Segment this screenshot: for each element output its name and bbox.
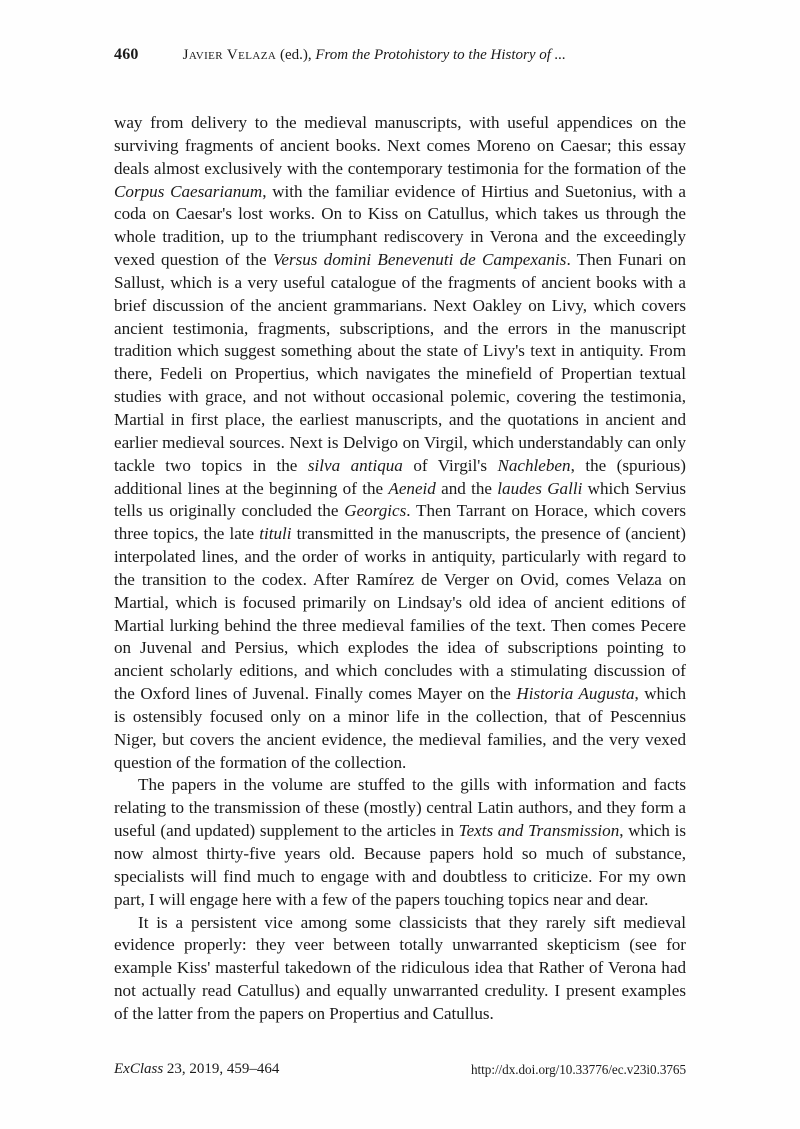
text-run: , which is ostensibly focused only on a minor life in the collection, that of Pescennius Niger, but covers the ancient evidence, the medieval families, and the very vexed question of the formation of the collection. xyxy=(114,684,686,772)
text-run: The papers in the volume are stuffed to the gills with information and facts relating to the transmission of these (mostly) central Latin authors, and they form a useful (and updated) supplement to the articles in xyxy=(114,775,686,841)
text-run: which Servius tells us originally concluded the xyxy=(114,478,686,521)
page-footer xyxy=(114,1058,686,1082)
paragraph-survey-of-essays xyxy=(114,112,686,774)
italic-run: Corpus Caesarianum xyxy=(114,181,263,201)
text-run: of Virgil's xyxy=(402,455,498,475)
running-head xyxy=(114,44,686,66)
footer-citation xyxy=(114,1058,279,1080)
doi-link[interactable]: http://dx.doi.org/10.33776/ec.v23i0.3765 xyxy=(471,1062,686,1077)
text-run: and the xyxy=(435,478,498,498)
italic-run: Historia Augusta xyxy=(516,684,635,704)
italic-run: Nachleben xyxy=(497,455,571,475)
journal-name: ExClass xyxy=(114,1061,164,1077)
running-head-editor: Javier Velaza xyxy=(182,47,277,63)
text-run: , which is now almost thirty-five years old. Because papers hold so much of substance, specialists will find much to engage with and doubtless to criticize. For my own part, I will engage here with a few of the papers touching topics near and dear. xyxy=(114,821,686,909)
italic-run: Texts and Transmission xyxy=(458,821,620,841)
running-head-editor-role: (ed.), xyxy=(276,47,316,63)
text-run: , with the familiar evidence of Hirtius and Suetonius, with a coda on Caesar's lost works. On to Kiss on Catullus, which takes us through the whole tradition, up to the triumphant rediscovery in Verona and the exceedingly vexed question of the xyxy=(114,181,686,270)
text-run: It is a persistent vice among some classicists that they rarely sift medieval evidence properly: they veer between totally unwarranted skepticism (see for example Kiss' masterful takedown of the ridiculous idea that Rather of Verona had not actually read Catullus) and equally unwarranted credulity. I present examples of the latter from the papers on Propertius and Catullus. xyxy=(114,912,686,1023)
body-text xyxy=(114,112,686,1026)
text-run: . Then Tarrant on Horace, which covers three topics, the late xyxy=(114,501,686,544)
italic-run: tituli xyxy=(259,524,292,544)
text-run: . Then Funari on Sallust, which is a very useful catalogue of the fragments of ancient books with a brief discussion of the ancient grammarians. Next Oakley on Livy, which covers ancient testimonia, fragments, subscriptions, and the errors in the manuscript tradition which suggest something about the state of Livy's text in antiquity. From there, Fedeli on Propertius, which navigates the minefield of Propertian textual studies with grace, and not without occasional polemic, covering the testimonia, Martial in first place, the earliest manuscripts, and the quotations in ancient and earlier medieval sources. Next is Delvigo on Virgil, which understandably can only tackle two topics in the xyxy=(114,250,686,475)
running-head-title xyxy=(183,47,566,63)
italic-run: silva antiqua xyxy=(307,455,403,475)
paragraph-papers-in-volume xyxy=(114,774,686,911)
italic-run: Georgics xyxy=(344,501,407,521)
paragraph-persistent-vice xyxy=(114,912,686,1026)
journal-citation-detail: 23, 2019, 459–464 xyxy=(163,1061,280,1077)
running-head-book-title: From the Protohistory to the History of ... xyxy=(315,47,566,63)
italic-run: Versus domini Benevenuti de Campexanis xyxy=(272,250,567,270)
page-number: 460 xyxy=(114,46,139,63)
italic-run: laudes Galli xyxy=(497,478,583,498)
italic-run: Aeneid xyxy=(388,478,436,498)
text-run: , the (spurious) additional lines at the beginning of the xyxy=(114,455,686,498)
text-run: transmitted in the manuscripts, the presence of (ancient) interpolated lines, and the order of works in antiquity, particularly with regard to the transition to the codex. After Ramírez de Verger on Ovid, comes Velaza on Martial, which is focused primarily on Lindsay's old idea of ancient editions of Martial lurking behind the three medieval families of the text. Then comes Pecere on Juvenal and Persius, which explodes the idea of subscriptions pointing to ancient scholarly editions, and which concludes with a stimulating discussion of the Oxford lines of Juvenal. Finally comes Mayer on the xyxy=(114,524,686,704)
text-run: way from delivery to the medieval manuscripts, with useful appendices on the surviving fragments of ancient books. Next comes Moreno on Caesar; this essay deals almost exclusively with the contemporary testimonia for the formation of the xyxy=(114,113,686,178)
